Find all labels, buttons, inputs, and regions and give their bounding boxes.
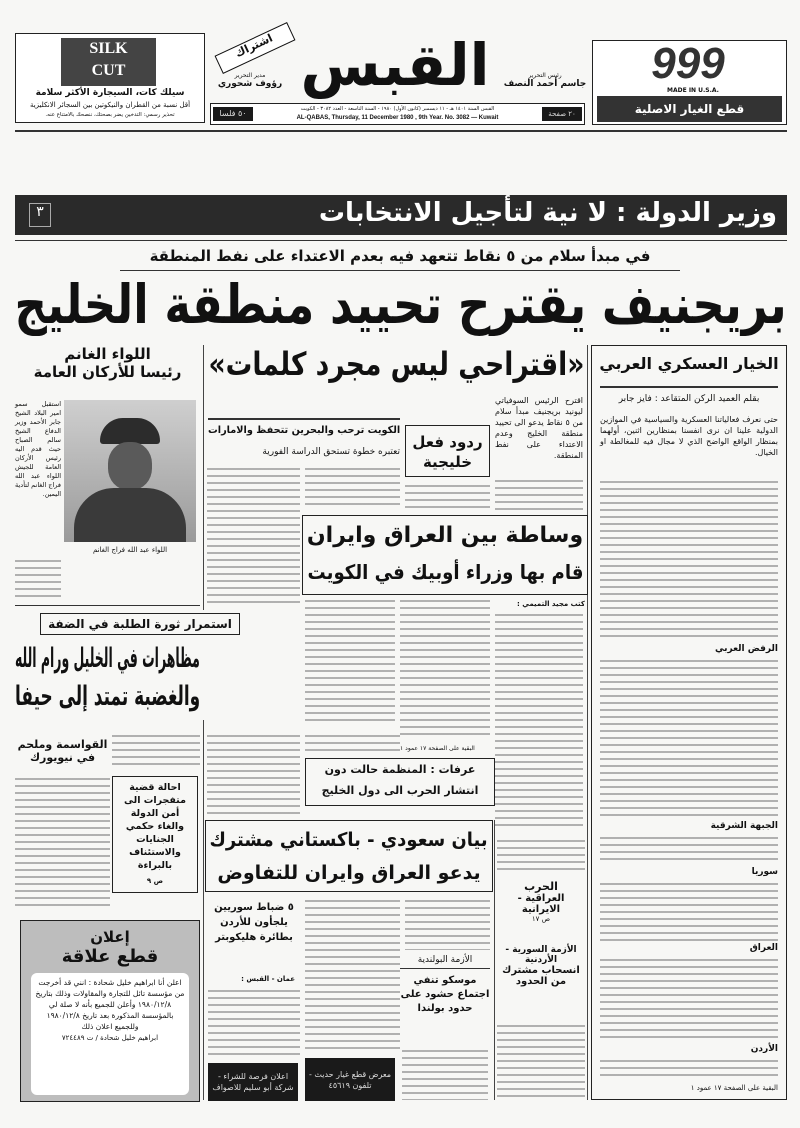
- body-text: [208, 990, 300, 1058]
- editor-in-chief-name: جاسم أحمد النصف: [503, 79, 587, 89]
- war-page-ref: ص ١٧: [531, 915, 551, 923]
- silkcut-line1: SILK: [89, 40, 128, 57]
- poland-story[interactable]: [400, 955, 490, 1016]
- body-text: [402, 1050, 488, 1100]
- silkcut-sub: [18, 101, 202, 109]
- officer-uniform: [74, 488, 186, 542]
- column-divider: [203, 720, 204, 1100]
- title-rule: [600, 386, 778, 388]
- students-kicker-text: استمرار ثورة الطلبة في الضفة: [48, 617, 232, 631]
- quote-headline-text: «اقتراحي ليس مجرد كلمات»: [208, 345, 584, 383]
- syria-jordan-story[interactable]: [497, 945, 585, 987]
- section-heading: سوريا: [751, 867, 778, 877]
- officer-cap-icon: [100, 418, 160, 444]
- section-heading: العراق: [749, 943, 778, 953]
- saudi-pakistani-story[interactable]: [205, 820, 493, 892]
- officer-face: [108, 442, 152, 490]
- main-headline-text: بريجنيف يقترح تحييد منطقة الخليج: [14, 273, 788, 336]
- editor-in-chief: [500, 72, 590, 89]
- gulf-title: [208, 425, 400, 436]
- quote-headline[interactable]: [208, 342, 584, 386]
- body-text: [305, 600, 395, 725]
- arafat-story[interactable]: [305, 758, 495, 806]
- section-heading: الرفض العربي: [715, 644, 778, 654]
- syrian-officers-dateline: عمان - القبس :: [241, 975, 295, 983]
- explosives-page-ref: ص ٩: [146, 877, 164, 885]
- ghanim-caption-text: اللواء عبد الله فراج الغانم: [92, 546, 168, 554]
- column-divider: [494, 820, 495, 1100]
- body-text: [405, 900, 490, 950]
- body-text: [600, 959, 778, 1042]
- ghanim-photo: [64, 400, 196, 542]
- military-option-article[interactable]: [591, 345, 787, 1100]
- body-text: [405, 485, 490, 510]
- body-text: [600, 883, 778, 941]
- body-text: [600, 481, 778, 641]
- continuation-ref: البقية على الصفحة ١٧ عمود ١: [400, 745, 475, 752]
- body-text: [400, 600, 490, 740]
- notice-signature: ابراهيم خليل شحادة / ت ٧٢٤٤٨٩: [61, 1034, 159, 1042]
- saudi-pak-title-1: [210, 824, 488, 856]
- arafat-title-2: [309, 784, 491, 797]
- qawasmeh-title[interactable]: [15, 738, 110, 764]
- banner-text-span: وزير الدولة : لا نية لتأجيل الانتخابات: [318, 198, 777, 228]
- silkcut-slogan-text: سيلك كات، السيجارة الأكثر سلامة: [35, 88, 185, 98]
- syria-jordan-line1: الأزمة السورية - الأردنية: [505, 945, 577, 965]
- kicker-text: في مبدأ سلام من ٥ نقاط تتعهد فيه بعدم الاعتداء على نفط المنطقة: [149, 247, 651, 265]
- notice-panel: [31, 973, 189, 1095]
- body-text: [15, 778, 110, 908]
- body-text: [497, 840, 585, 875]
- column-divider: [587, 345, 588, 1100]
- military-option-byline: [596, 394, 782, 404]
- date-arabic-text: القبس السنة ١٤٠١ هـ - ١١ ديسمبر (كانون الأول) ١٩٨٠ - السنة التاسعة - العدد ٣٠٨٢ - الكويت: [300, 106, 495, 112]
- military-option-lead: حتى نعرف فعالياتنا العسكرية والسياسية في الموازين الدولية علينا ان نرى انفسنا بمنظارين اثنين، أولهما بمنظار الواقع الواضح الذي لا مجال فيه للمغالطة او الخيال.: [600, 415, 778, 457]
- mediation-byline: كتب مجيد التميمي :: [517, 600, 585, 608]
- made-in-usa: MADE IN U.S.A.: [667, 87, 719, 94]
- mediation-subtitle-text: قام بها وزراء أوبيك في الكويت: [306, 560, 583, 584]
- date-english-text: AL-QABAS, Thursday, 11 December 1980 , 9th Year. No. 3082 — Kuwait: [296, 115, 499, 121]
- gulf-rule: [208, 418, 400, 420]
- managing-editor-name: رؤوف شحوري: [217, 79, 283, 89]
- syria-jordan-line2: انسحاب مشترك: [502, 965, 580, 976]
- left-rule: [15, 605, 200, 606]
- gulf-subtitle: [208, 447, 400, 457]
- mediation-subtitle: [307, 556, 583, 588]
- section-heading: الأردن: [750, 1044, 778, 1054]
- body-text: [305, 900, 400, 1050]
- students-title-line1: مظاهرات في الخليل ورام الله: [15, 643, 200, 674]
- main-headline[interactable]: [15, 272, 787, 338]
- brezhnev-lead: اقترح الرئيس السوفياتي ليونيد بريجنيف مبدأ سلام من ٥ نقاط يدعو الى تحييد منطقة الخليج وعدم الاعتداء على نفط المنطقة.: [495, 396, 583, 460]
- mediation-title-text: وساطة بين العراق وايران: [306, 523, 584, 548]
- gulf-subtitle-text: تعتبره خطوة تستحق الدراسة الفورية: [262, 447, 400, 457]
- poland-kicker: الأزمة البولندية: [400, 955, 490, 969]
- column-divider: [203, 345, 204, 610]
- gulf-title-text: الكويت ترحب والبحرين تتحفظ والامارات: [207, 425, 400, 436]
- students-title-1[interactable]: [15, 640, 200, 678]
- silkcut-sub-text: أقل نسبة من القطران والنيكوتين بين السجائر الانكليزية: [29, 101, 191, 109]
- banner-headline[interactable]: [15, 195, 787, 235]
- continuation-ref: البقية على الصفحة ١٧ عمود ١: [690, 1084, 778, 1092]
- silkcut-warning: [18, 112, 202, 118]
- editor-in-chief-label: رئيس التحرير: [528, 72, 562, 79]
- military-option-byline-text: بقلم العميد الركن المتقاعد : فايز جابر: [618, 394, 760, 404]
- war-title-line2: العراقية - الايرانية: [517, 893, 565, 915]
- explosives-title: احالة قضية متفجرات الى أمن الدولة والغاء حكمي الجنايات والاستئناف بالبراءة: [124, 782, 186, 871]
- black-ad-2[interactable]: معرض قطع غيار حديث - تلفون ٤٥٦١٩: [305, 1058, 395, 1101]
- ghanim-title[interactable]: [15, 345, 200, 381]
- students-title-line2: والغضبة تمتد إلى حيفا: [14, 681, 201, 712]
- banner-text: [65, 198, 777, 228]
- managing-editor: [205, 72, 295, 89]
- silkcut-ad[interactable]: [15, 33, 205, 123]
- body-text: [112, 735, 200, 770]
- managing-editor-label: مدير التحرير: [234, 72, 266, 79]
- section-heading: الجبهة الشرقية: [710, 821, 778, 831]
- silkcut-warning-text: تحذير رسمي: التدخين يضر بصحتك، ننصحك بالامتناع عنه.: [45, 112, 175, 118]
- poland-title: موسكو تنفي اجتماع حشود على حدود بولندا: [400, 975, 490, 1014]
- kicker-rule: [120, 270, 680, 271]
- notice-body: اعلن أنا ابراهيم خليل شحادة : انني قد أخرجت من مؤسسة تائل للتجارة والمقاولات وذلك بتاريخ ١٩٨٠/١٢/٨ وأعلن للجميع بأنه لا صلة لي بالمؤسسة المذكورة بعد تاريخ ١٩٨٠/١٢/٨ وللجميع اعلان ذلك: [35, 978, 185, 1031]
- body-text: [600, 1060, 778, 1080]
- body-text: [15, 560, 61, 600]
- body-text: [207, 468, 300, 608]
- notice-ad[interactable]: [20, 920, 200, 1102]
- arafat-title-1: [309, 763, 491, 776]
- war-title-line1: الحرب: [524, 880, 558, 893]
- body-text: [497, 1025, 585, 1100]
- black-ad-1[interactable]: اعلان فرصة للشراء - شركة أبو سليم للاصواف: [208, 1063, 298, 1101]
- date-english: [257, 114, 538, 123]
- parts-slogan: قطع الغيار الاصلية: [597, 96, 782, 122]
- syrian-officers-title[interactable]: ٥ ضباط سوريين يلجأون للأردن بطائرة هليكوبتر: [214, 902, 294, 943]
- ghanim-title-line1: اللواء الغانم: [64, 345, 151, 363]
- parts-999-ad[interactable]: [592, 40, 787, 125]
- arafat-title-line1: عرفات : المنظمة حالت دون: [324, 763, 476, 776]
- gulf-reactions-box: ردود فعل خليجية: [405, 425, 490, 477]
- notice-title: [21, 927, 199, 967]
- ghanim-lead: استقبل سمو امير البلاد الشيخ جابر الأحمد وزير الدفاع الشيخ سالم الصباح حيث قدم اليه رئيس الأركان العامة للجيش اللواء عبد الله فراج الغانم لتأدية اليمين.: [15, 400, 61, 498]
- saudi-pak-line1: بيان سعودي - باكستاني مشترك: [209, 829, 489, 851]
- banner-rule: [15, 240, 787, 241]
- dateline-bar: [210, 103, 585, 125]
- mediation-title: [307, 520, 583, 552]
- iraq-iran-war-story[interactable]: [497, 880, 585, 923]
- date-arabic: [257, 105, 538, 113]
- body-text: [305, 468, 400, 510]
- silkcut-logo: [61, 38, 156, 86]
- subscription-stamp: اشتراك: [215, 22, 296, 74]
- qawasmeh-line2: في نيويورك: [29, 751, 96, 764]
- price-badge: ٥٠ فلسا: [213, 107, 253, 121]
- ghanim-caption: [64, 546, 196, 554]
- pages-badge: ٢٠ صفحة: [542, 107, 582, 121]
- saudi-pak-title-2: [210, 857, 488, 889]
- explosives-story[interactable]: [112, 776, 198, 893]
- body-text: [495, 480, 583, 510]
- students-kicker: [40, 613, 240, 635]
- body-text: [305, 735, 400, 753]
- body-text: [600, 660, 778, 818]
- body-text: [207, 735, 300, 815]
- brand-999: 999: [651, 39, 725, 88]
- students-title-2[interactable]: [15, 678, 200, 716]
- body-text: [600, 837, 778, 865]
- masthead-rule: [15, 130, 787, 132]
- notice-title1: إعلان: [90, 928, 130, 946]
- arafat-title-line2: انتشار الحرب الى دول الخليج: [321, 784, 479, 797]
- banner-page-ref: ٣: [29, 203, 51, 227]
- newspaper-logo: القبس: [300, 31, 490, 99]
- notice-title2: قطع علاقة: [61, 946, 159, 967]
- qawasmeh-line1: القواسمة وملحم: [17, 738, 108, 751]
- kicker: [100, 247, 700, 265]
- body-text: [495, 614, 583, 829]
- mediation-story[interactable]: [302, 515, 588, 595]
- military-option-title-text: الخيار العسكري العربي: [599, 354, 779, 373]
- silkcut-slogan: [18, 88, 202, 98]
- silkcut-line2: CUT: [91, 62, 126, 79]
- ghanim-title-line2: رئيسا للأركان العامة: [33, 363, 182, 381]
- syria-jordan-line3: من الحدود: [515, 976, 567, 987]
- saudi-pak-line2: يدعو العراق وايران للتفاوض: [217, 862, 481, 884]
- military-option-title: [596, 354, 782, 373]
